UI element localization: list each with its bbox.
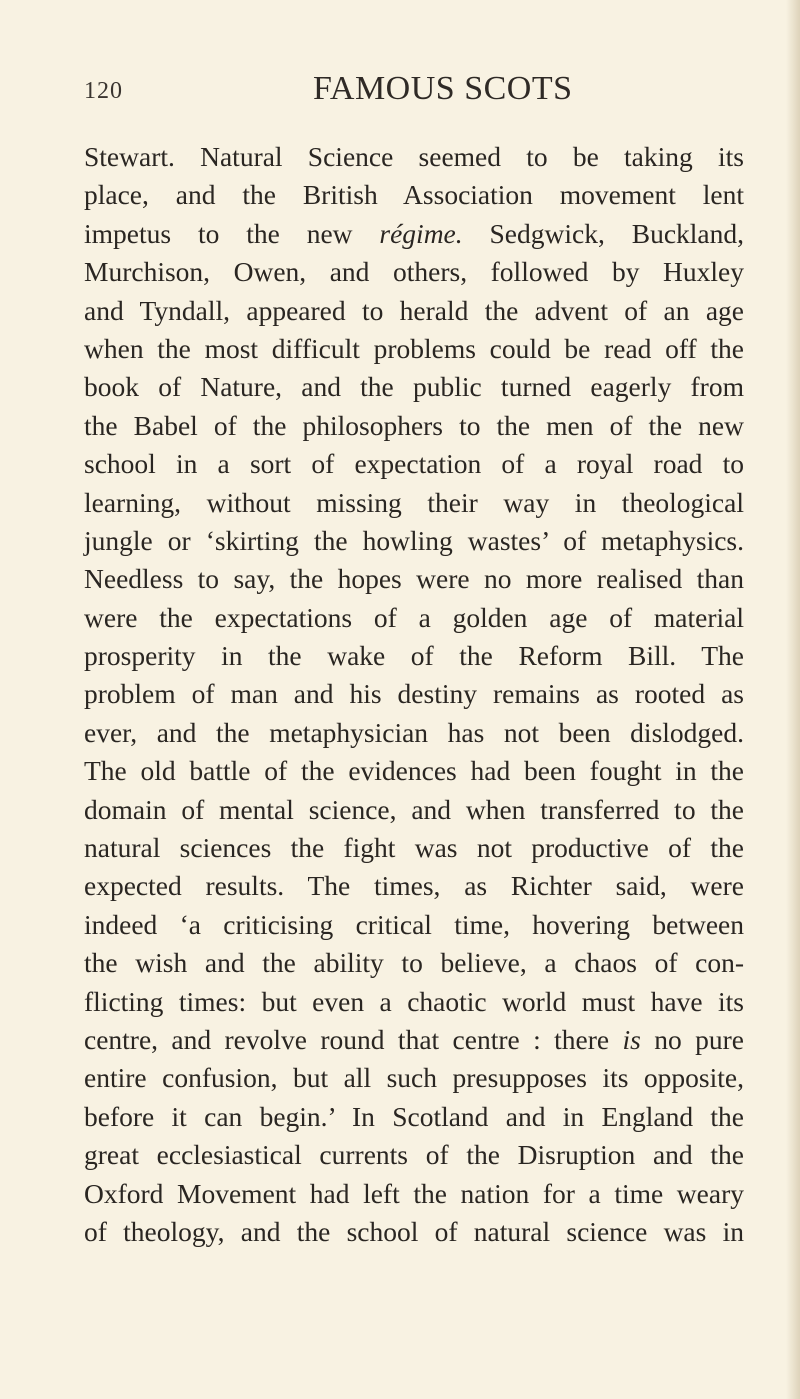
text-line: The old battle of the evidences had been fought in the bbox=[84, 755, 744, 787]
body-text bbox=[84, 138, 744, 1251]
italic-word: is bbox=[622, 1023, 641, 1055]
text-line: impetus to the new régime. Sedgwick, Buckland, bbox=[84, 217, 744, 249]
text-line: place, and the British Association movement lent bbox=[84, 179, 744, 211]
text-line: the Babel of the philosophers to the men of the new bbox=[84, 409, 744, 441]
running-title: FAMOUS SCOTS bbox=[313, 70, 573, 107]
text-line: prosperity in the wake of the Reform Bill. The bbox=[84, 640, 744, 672]
page-edge-shadow bbox=[786, 0, 800, 1399]
text-line: learning, without missing their way in theological bbox=[84, 486, 744, 518]
text-line: when the most difficult problems could be read off the bbox=[84, 332, 744, 364]
text-line: jungle or ‘skirting the howling wastes’ of metaphysics. bbox=[84, 524, 744, 556]
text-line: indeed ‘a criticising critical time, hovering between bbox=[84, 908, 744, 940]
text-line: entire confusion, but all such presupposes its opposite, bbox=[84, 1062, 744, 1094]
text-line: flicting times: but even a chaotic world must have its bbox=[84, 985, 744, 1017]
page-number: 120 bbox=[84, 78, 123, 104]
text-line: Needless to say, the hopes were no more realised than bbox=[84, 563, 744, 595]
text-line: and Tyndall, appeared to herald the advent of an age bbox=[84, 294, 744, 326]
text-line: domain of mental science, and when transferred to the bbox=[84, 793, 744, 825]
text-line: problem of man and his destiny remains as rooted as bbox=[84, 678, 744, 710]
page-header bbox=[0, 70, 800, 114]
text-line: the wish and the ability to believe, a chaos of con- bbox=[84, 947, 744, 979]
text-line: expected results. The times, as Richter said, were bbox=[84, 870, 744, 902]
text-line: before it can begin.’ In Scotland and in England the bbox=[84, 1100, 744, 1132]
text-line: Stewart. Natural Science seemed to be taking its bbox=[84, 141, 744, 172]
text-line: great ecclesiastical currents of the Disruption and the bbox=[84, 1139, 744, 1171]
italic-word: régime. bbox=[379, 217, 463, 249]
text-line: centre, and revolve round that centre : there is no pure bbox=[84, 1023, 744, 1055]
text-line: natural sciences the fight was not productive of the bbox=[84, 832, 744, 864]
text-line: were the expectations of a golden age of material bbox=[84, 601, 744, 633]
text-line: of theology, and the school of natural science was in bbox=[84, 1215, 744, 1247]
text-line: book of Nature, and the public turned eagerly from bbox=[84, 371, 744, 403]
text-line: Oxford Movement had left the nation for a time weary bbox=[84, 1177, 744, 1209]
text-line: Murchison, Owen, and others, followed by Huxley bbox=[84, 256, 744, 288]
text-line: school in a sort of expectation of a royal road to bbox=[84, 448, 744, 480]
text-line: ever, and the metaphysician has not been dislodged. bbox=[84, 716, 744, 748]
